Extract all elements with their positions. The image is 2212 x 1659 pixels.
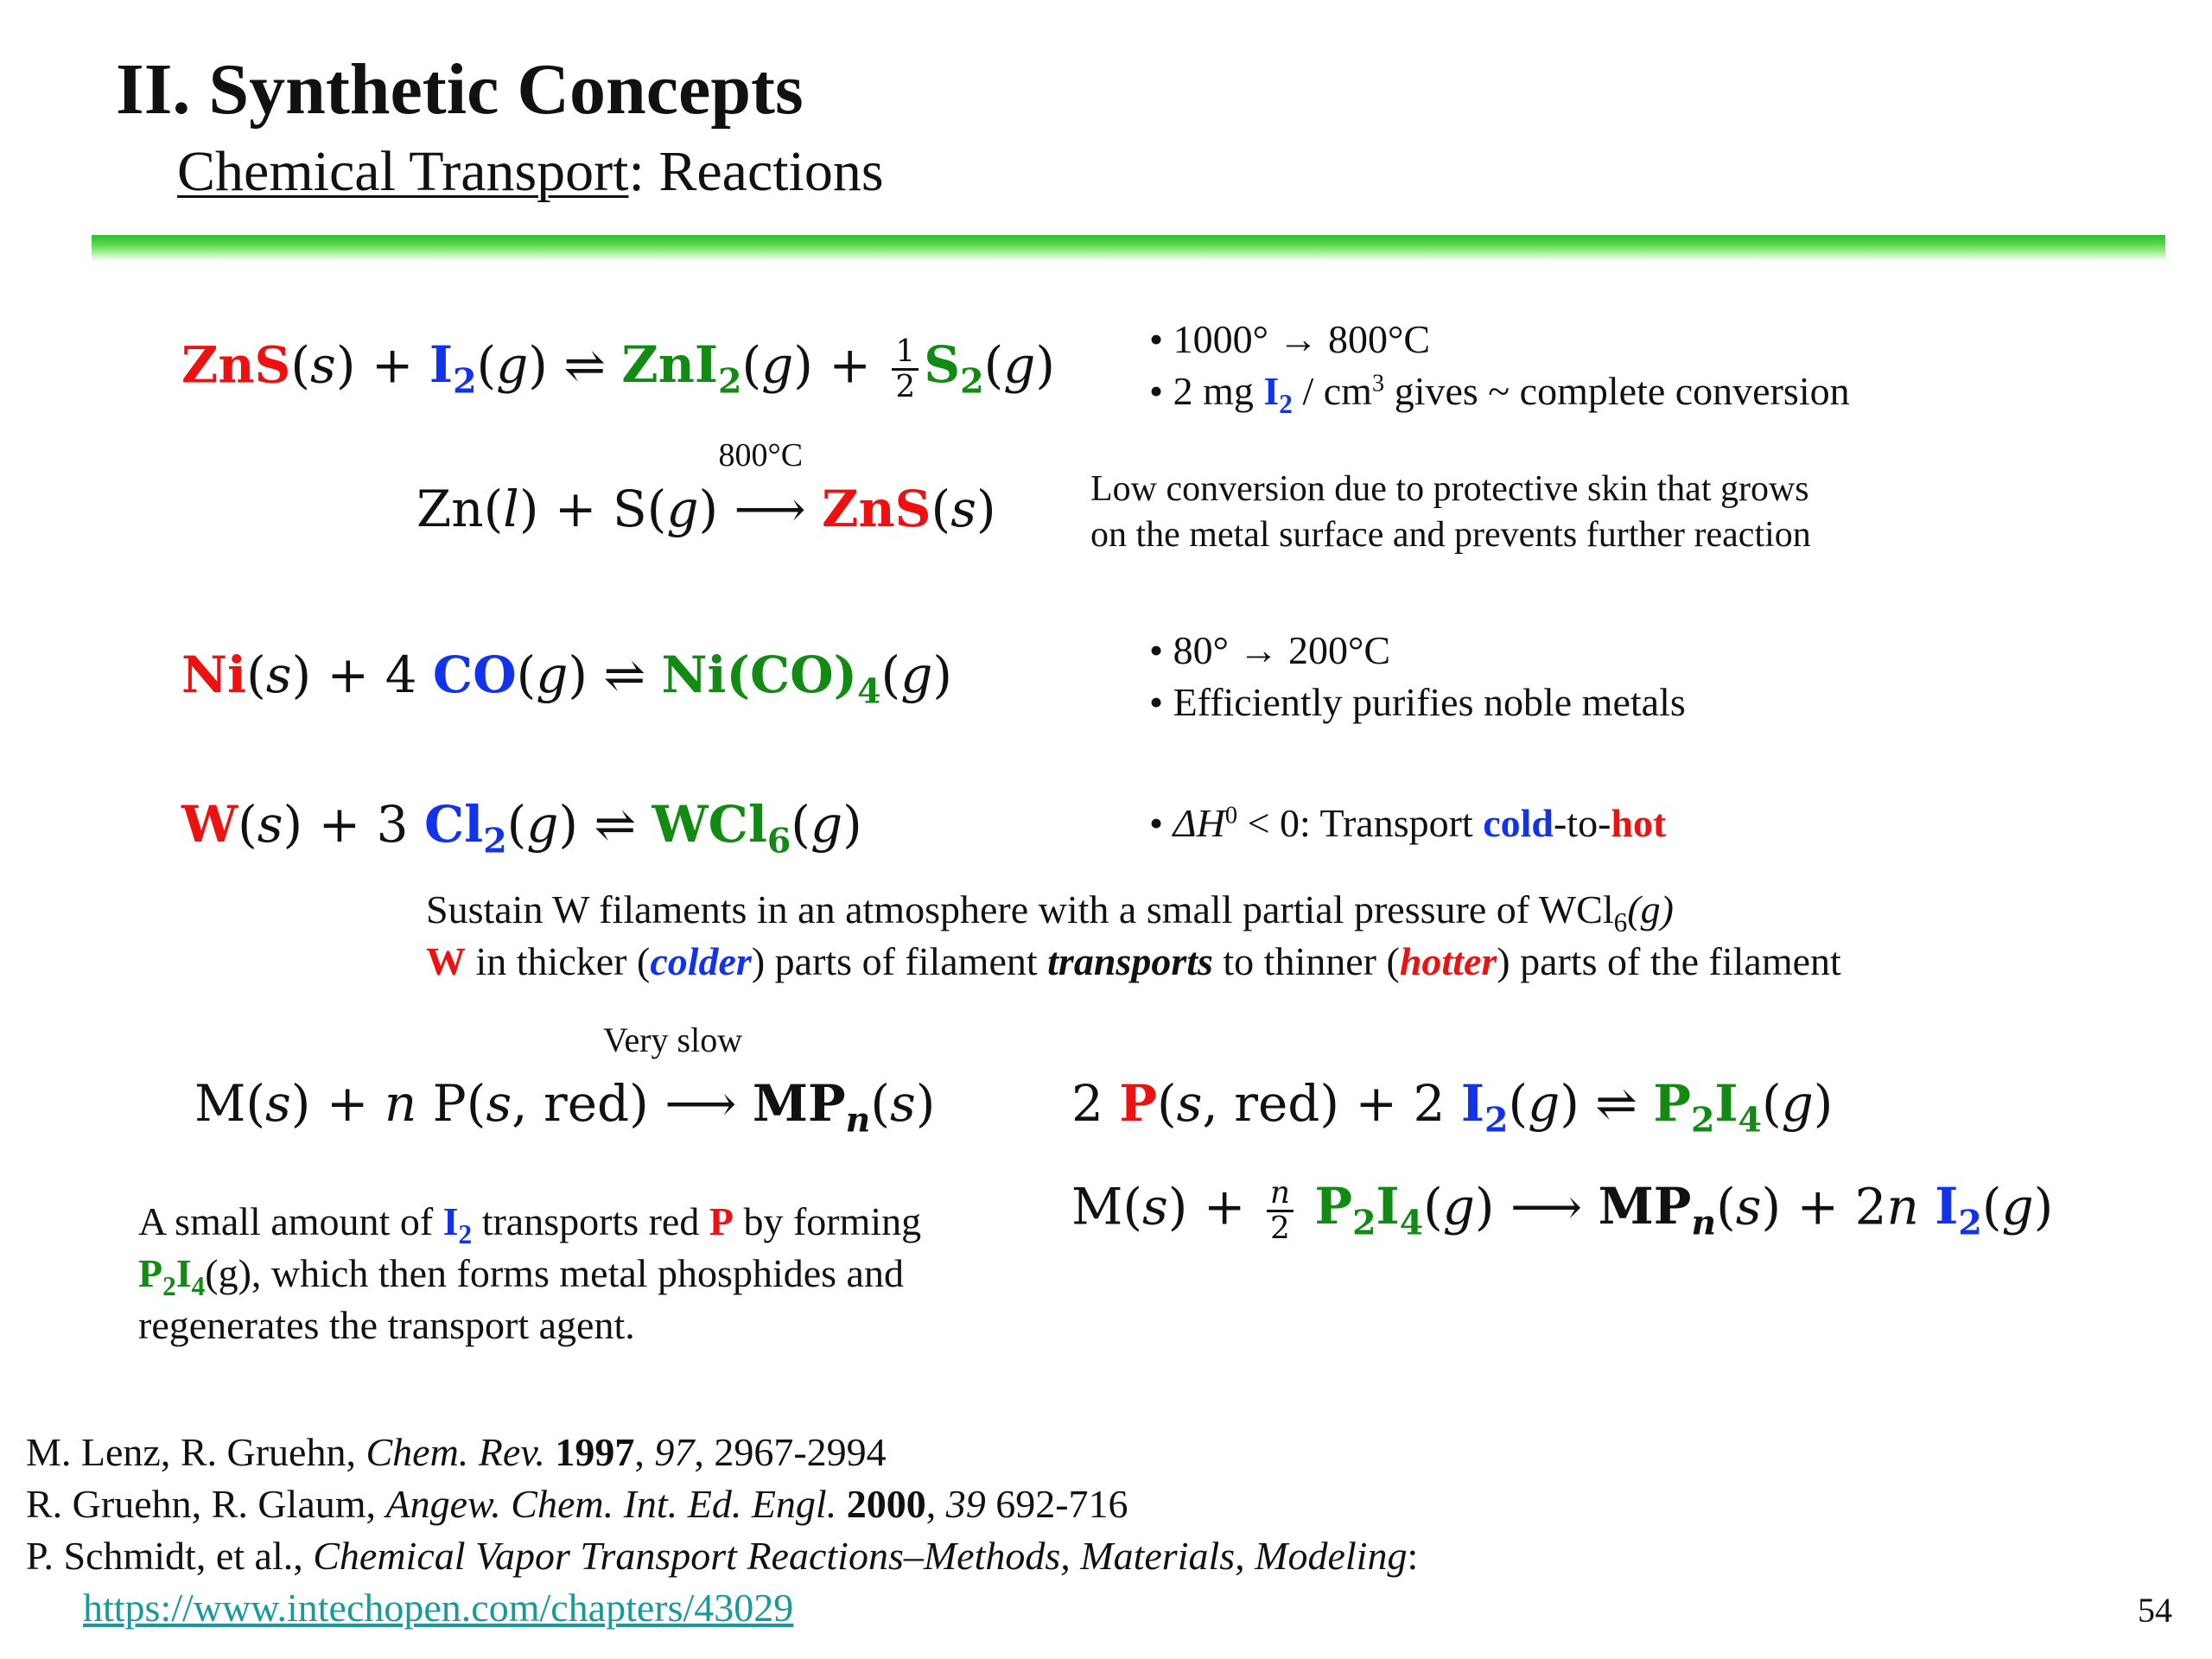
very-slow-label: Very slow [603, 1020, 743, 1059]
phosphide-description-line-3: regenerates the transport agent. [138, 1302, 635, 1347]
reference-link-container [83, 1588, 793, 1628]
wcl6-equation: W(s) + 3 $Cl_2(g)$ ⇌ WCl$_6$(g) [181, 795, 862, 861]
metal-phosphide-transport-equation: M(s) + $\frac{n}{2}$ $P_2I_4(g)$ ⟶ $MP_n(s) + 2n$ $I_2(g)$ [1071, 1175, 2054, 1246]
zns-transport-equation: $ZnS(s) + I_2(g)$ ⇌ ZnI$_2$(g) + $\frac{1}{2}$ $S_2(g)$ [181, 334, 1055, 404]
zns-note-temperature: • 1000° → 800°C [1149, 317, 1431, 361]
ni-note-purification: • Efficiently purifies noble metals [1149, 680, 1686, 724]
page-title: II. Synthetic Concepts [116, 49, 804, 130]
phosphide-description-line-1: A small amount of $I_2$ transports red P by forming [138, 1199, 922, 1249]
subtitle-underlined: Chemical Transport [177, 140, 629, 203]
reference-1: M. Lenz, R. Gruehn, Chem. Rev. 1997, 97, 2967-2994 [26, 1430, 887, 1474]
phosphide-description [138, 1196, 921, 1351]
green-divider [92, 235, 2165, 261]
page-subtitle [177, 140, 884, 203]
metal-phosphide-direct-equation: M(s) + n P(s, red) ⟶ $MP_n(s)$ [194, 1074, 936, 1141]
p2i4-formation-equation: 2 P(s, red) + 2 $I_2(g)$ ⇌ $P_2I_4(g)$ [1071, 1074, 1834, 1141]
direct-reaction-note: Low conversion due to protective skin that grows on the metal surface and prevents further reaction [1090, 469, 1811, 555]
subtitle-rest: : Reactions [628, 140, 884, 203]
direct-reaction-temperature: 800°C [718, 437, 804, 474]
reference-link[interactable]: https://www.intechopen.com/chapters/43029 [83, 1586, 794, 1630]
reference-3: P. Schmidt, et al., Chemical Vapor Transport Reactions–Methods, Materials, Modeling: [26, 1534, 1419, 1578]
ni-note-temperature: • 80° → 200°C [1149, 628, 1391, 672]
phosphide-description-line-2: $P_2I_4(g)$, which then forms metal phosphides and [138, 1250, 904, 1301]
w-note-enthalpy: • $\Delta H^0 < 0$: Transport cold-to-hot [1149, 801, 1667, 845]
w-filament-line-1: Sustain W filaments in an atmosphere with a small partial pressure of WCl$_6$(g) [426, 887, 1674, 938]
reference-2: R. Gruehn, R. Glaum, Angew. Chem. Int. Ed. Engl. 2000, 39 692-716 [26, 1482, 1128, 1526]
zn-direct-equation: Zn(l) + S(g) ⟶ 800°C ZnS(s) [416, 437, 996, 538]
ni-carbonyl-equation: Ni(s) + 4 CO(g) ⇌ $Ni(CO)_4(g)$ [181, 645, 952, 712]
zns-note-conversion: • 2 mg $I_2 / cm^3$ gives ~ complete conversion [1149, 369, 1850, 419]
page-number: 54 [2138, 1591, 2172, 1630]
w-filament-line-2: W in thicker (colder) parts of filament transports to thinner (hotter) parts of the filament [426, 939, 1841, 983]
